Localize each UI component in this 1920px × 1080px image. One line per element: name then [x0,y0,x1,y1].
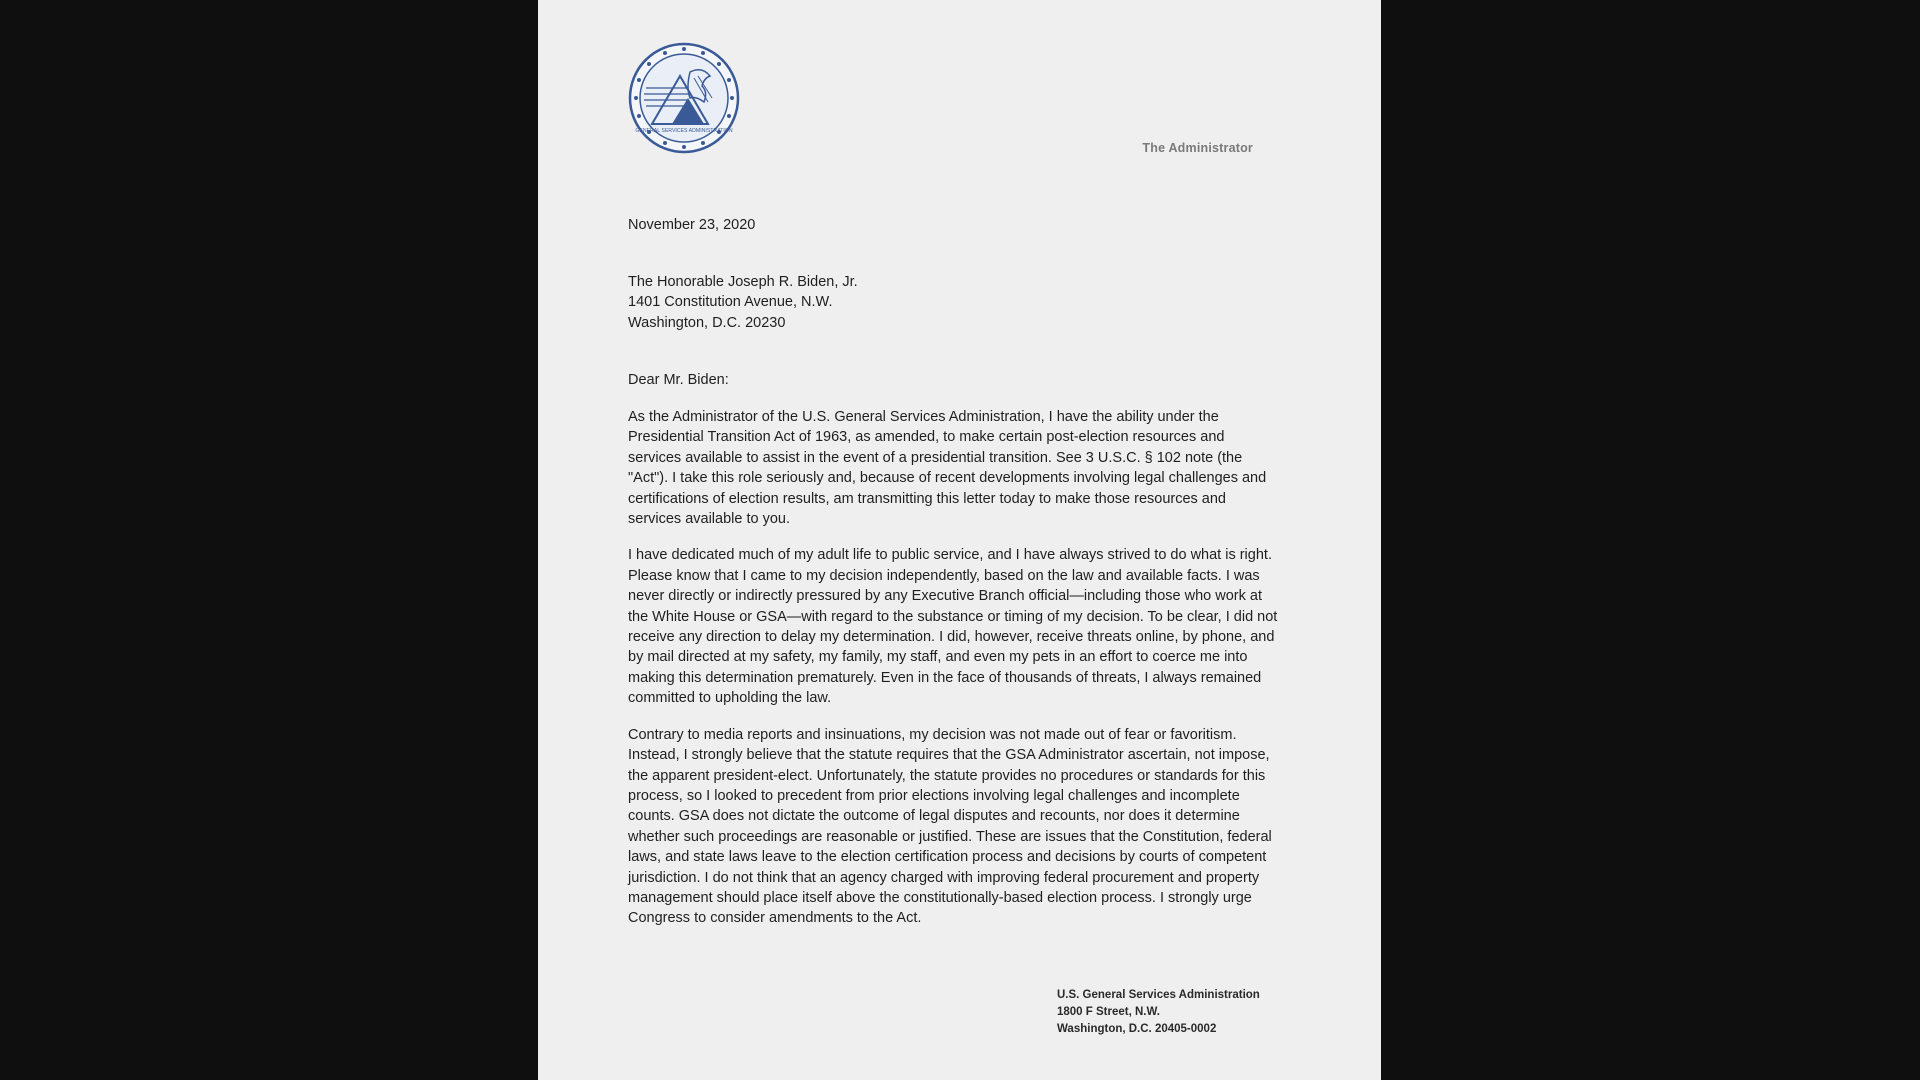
salutation: Dear Mr. Biden: [628,372,729,388]
footer-org: U.S. General Services Administration [1057,989,1260,1001]
recipient-address [628,272,1278,333]
footer-street: 1800 F Street, N.W. [1057,1006,1160,1018]
paragraph: I have dedicated much of my adult life to public service, and I have always strived to do what is right. Please know that I came to my decision independently, based on the law and available facts. I was never directly or indirectly pressured by any Executive Branch official—including those who work at the White House or GSA—with regard to the substance or timing of my decision. To be clear, I did not receive any direction to delay my determination. I did, however, receive threats online, by phone, and by mail directed at my safety, my family, my staff, and even my pets in an effort to coerce me into making this determination prematurely. Even in the face of thousands of threats, I always remained committed to upholding the law. [628,547,1278,707]
recipient-name: The Honorable Joseph R. Biden, Jr. [628,274,858,290]
letter-body [628,407,1278,945]
footer-city: Washington, D.C. 20405-0002 [1057,1023,1217,1035]
gsa-seal-icon [628,42,740,154]
office-title: The Administrator [1142,141,1253,155]
letter-page [538,0,1381,1080]
paragraph: Contrary to media reports and insinuations, my decision was not made out of fear or favoritism. Instead, I strongly believe that the statute requires that the GSA Administrator ascertain, not impose, the apparent president-elect. Unfortunately, the statute provides no procedures or standards for this process, so I looked to precedent from prior elections involving legal challenges and incomplete counts. GSA does not dictate the outcome of legal disputes and recounts, nor does it determine whether such proceedings are reasonable or justified. These are issues that the Constitution, federal laws, and state laws leave to the election certification process and decisions by courts of competent jurisdiction. I do not think that an agency charged with improving federal procurement and property management should place itself above the constitutionally-based election process. I strongly urge Congress to consider amendments to the Act. [628,726,1272,927]
seal-text: GENERAL SERVICES ADMINISTRATION [635,128,733,134]
letter-date: November 23, 2020 [628,217,756,233]
letterhead-footer [1057,987,1260,1038]
paragraph: As the Administrator of the U.S. General Services Administration, I have the ability under the Presidential Transition Act of 1963, as amended, to make certain post-election resources and services available to assist in the event of a presidential transition. See 3 U.S.C. § 102 note (the "Act"). I take this role seriously and, because of recent developments involving legal challenges and certifications of election results, am transmitting this letter today to make those resources and services available to you. [628,409,1267,528]
recipient-city: Washington, D.C. 20230 [628,314,786,331]
recipient-street: 1401 Constitution Avenue, N.W. [628,294,833,311]
